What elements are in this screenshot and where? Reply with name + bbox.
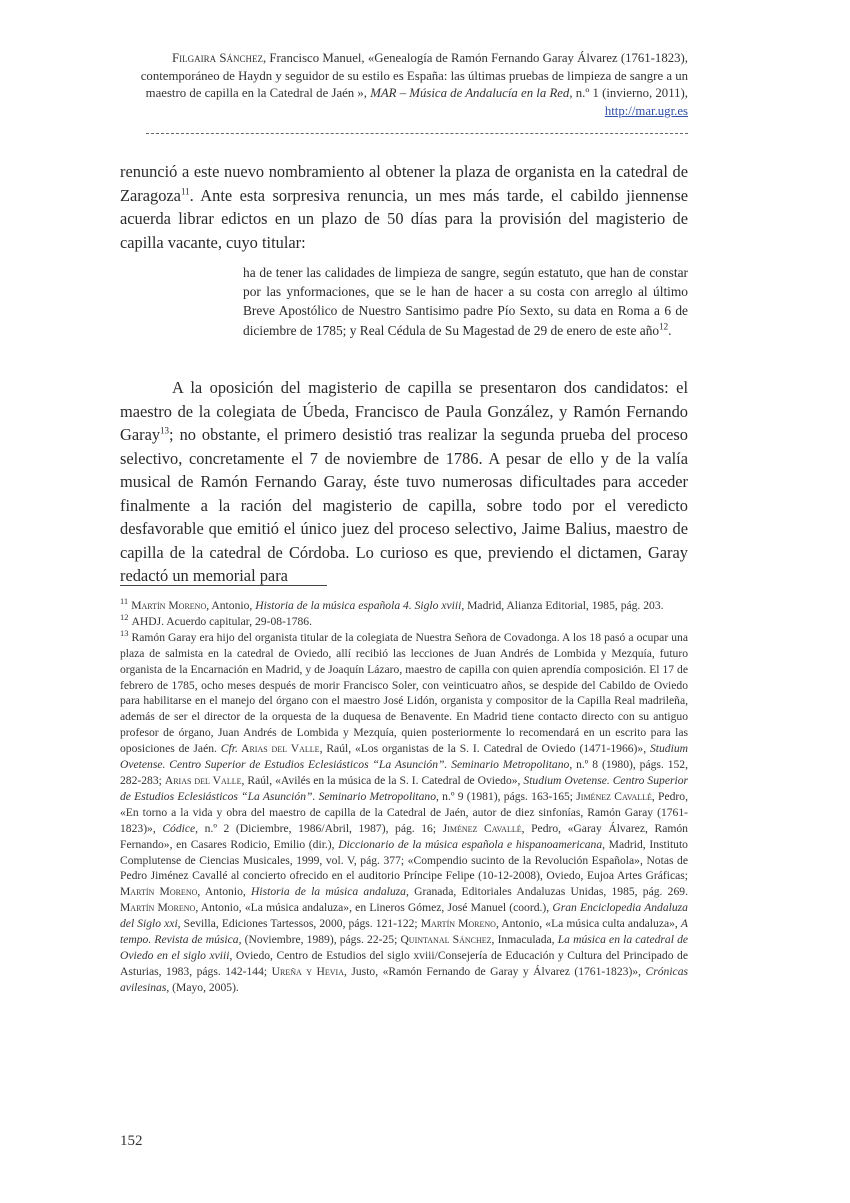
- footnote-title: Crónicas avilesinas: [120, 964, 689, 994]
- footnote-title: Studium Ovetense. Centro Superior de Estudios Eclesiásticos “La Asunción”. Seminario Metropolitano: [120, 742, 688, 772]
- footnote-author: Martín Moreno: [420, 917, 496, 931]
- footnote-author: Martín Moreno: [120, 901, 196, 915]
- footnote-author: Ureña y Hevia: [271, 964, 344, 978]
- footnote-text: , Raúl, «Avilés en la música de la S. I. Catedral de Oviedo»,: [241, 773, 524, 787]
- footnote-author: Jiménez Cavallé: [442, 821, 522, 835]
- footnote-text: , n.º 9 (1981), págs. 163-165;: [436, 789, 577, 803]
- footnote-text: , Pedro, «Garay Álvarez, Ramón Fernando», en Casares Rodicio, Emilio (dir.),: [120, 821, 688, 851]
- footnote-text: , (Noviembre, 1989), págs. 22-25;: [238, 933, 401, 947]
- footnote-text: , Inmaculada,: [491, 933, 558, 947]
- footnote-number: 12: [120, 612, 129, 623]
- quote-end: .: [668, 322, 672, 338]
- footnote-number: 11: [120, 596, 129, 607]
- header-journal: MAR – Música de Andalucía en la Red: [370, 86, 570, 100]
- header-author: Filgaira Sánchez: [172, 51, 263, 65]
- paragraph-text: ; no obstante, el primero desistió tras realizar la segunda prueba del proceso selectivo, concretamente el 7 de noviembre de 1786. A pesar de ello y de la valía musical de Ramón Fernando Garay, éste tuvo numerosas dificultades para acceder finalmente a la ración del magisterio de capilla, sobre todo por el veredicto desfavorable que emitió el único juez del proceso selectivo, Jaime Balius, maestro de capilla de la catedral de Córdoba. Lo curioso es que, previendo el dictamen, Garay redactó un memorial para: [120, 425, 688, 585]
- footnote-text: , Antonio,: [206, 599, 256, 612]
- footnote-author: Arias del Valle: [237, 742, 320, 756]
- footnote-11: [120, 598, 688, 614]
- footnote-ref-13[interactable]: 13: [160, 425, 170, 436]
- footnote-title: Diccionario de la música española e hispanoamericana: [338, 837, 603, 851]
- footnote-text: , Antonio, «La música andaluza», en Lineros Gómez, José Manuel (coord.),: [195, 901, 553, 915]
- footnote-number: 13: [120, 627, 129, 638]
- footnote-12: [120, 614, 688, 630]
- header-issue: , n.º 1 (invierno, 2011),: [569, 86, 688, 100]
- footnote-text: , Raúl, «Los organistas de la S. I. Catedral de Oviedo (1471-1966)»,: [319, 742, 650, 756]
- footnote-title: Historia de la música española 4. Siglo xviii: [255, 599, 462, 612]
- footnote-divider: [120, 585, 327, 586]
- footnote-ref-12[interactable]: 12: [659, 321, 669, 332]
- body-paragraph-2: [120, 376, 688, 588]
- footnote-text: , n.º 8 (1980), págs. 152, 282-283;: [120, 758, 688, 787]
- footnote-text: , n.º 2 (Diciembre, 1986/Abril, 1987), pág. 16;: [195, 821, 443, 835]
- footnote-text: , Antonio,: [197, 885, 252, 899]
- footnotes: [120, 598, 688, 996]
- footnote-title: La música en la catedral de Oviedo en el siglo xviii: [120, 933, 689, 962]
- header-divider: [146, 133, 688, 134]
- footnote-text: , Pedro, «En torno a la vida y obra del maestro de capilla de la Catedral de Jaén, autor de diez sinfonías, Ramón Garay (1761-1823)»,: [120, 789, 688, 835]
- footnote-author: Quintanal Sánchez: [400, 933, 492, 947]
- footnote-text: , (Mayo, 2005).: [166, 980, 239, 994]
- paragraph-text: A la oposición del magisterio de capilla se presentaron dos candidatos: el maestro de la colegiata de Úbeda, Francisco de Paula González, y Ramón Fernando Garay: [120, 378, 688, 444]
- footnote-text: , Antonio, «La música culta andaluza»,: [495, 917, 681, 931]
- footnote-text: , Madrid, Alianza Editorial, 1985, pág. 203.: [461, 599, 664, 612]
- block-quote: [243, 263, 688, 340]
- header-citation-text: , Francisco Manuel, «Genealogía de Ramón Fernando Garay Álvarez (1761-1823), contemporáneo de Haydn y seguidor de su estilo es España: las últimas pruebas de limpieza de sangre a un maestro de capilla en la Catedral de Jaén »,: [140, 51, 688, 100]
- paragraph-text: renunció a este nuevo nombramiento al obtener la plaza de organista en la catedral de Zaragoza: [120, 162, 688, 205]
- footnote-title: A tempo. Revista de música: [120, 917, 688, 947]
- footnote-text: , Madrid, Instituto Complutense de Ciencias Musicales, 1999, vol. V, pág. 377; «Compendio sucinto de la Revolución Española», Notas de Pedro Jiménez Cavallé al concierto ofrecido en el auditorio Príncipe Felipe (10-12-2008), Oviedo, Eujoa Artes Gráficas;: [120, 837, 688, 883]
- footnote-title: Studium Ovetense. Centro Superior de Estudios Eclesiásticos “La Asunción”. Seminario Metropolitano: [120, 773, 689, 803]
- footnote-text: , Justo, «Ramón Fernando de Garay y Álvarez (1761-1823)»,: [343, 964, 646, 978]
- footnote-text: , Sevilla, Ediciones Tartessos, 2000, págs. 121-122;: [177, 917, 421, 931]
- running-header: [118, 50, 688, 120]
- footnote-author: Jiménez Cavallé: [576, 789, 652, 803]
- footnote-text: AHDJ. Acuerdo capitular, 29-08-1786.: [131, 614, 312, 628]
- footnote-title: Historia de la música andaluza: [251, 885, 406, 899]
- quote-text: ha de tener las calidades de limpieza de sangre, según estatuto, que han de constar por las ynformaciones, que se le han de hacer a su costa con arreglo al último Breve Apostólico de Nuestro Santisimo padre Pío Sexto, su data en Roma a 6 de diciembre de 1785; y Real Cédula de Su Magestad de 29 de enero de este año: [243, 265, 688, 338]
- footnote-title: Gran Enciclopedia Andaluza del Siglo xxi: [120, 901, 688, 931]
- paragraph-text: . Ante esta sorpresiva renuncia, un mes más tarde, el cabildo jiennense acuerda librar edictos en un plazo de 50 días para la provisión del magisterio de capilla vacante, cuyo titular:: [120, 185, 688, 252]
- footnote-title: Códice: [162, 821, 196, 835]
- footnote-13: [120, 627, 689, 996]
- footnote-author: Martín Moreno: [131, 599, 207, 612]
- footnote-text: Ramón Garay era hijo del organista titular de la colegiata de Nuestra Señora de Covadonga. A los 18 pasó a ocupar una plaza de salmista en la catedral de Oviedo, allí recibió las lecciones de Juan Andrés de Lombida y Mezquía, futuro organista de la Encarnación en Madrid, y de Joaquín Lázaro, maestro de capilla con quien aprendía composición. El 17 de febrero de 1785, ocho meses después de morir Francisco Soler, con veinticuatro años, se despide del Cabildo de Oviedo para habilitarse en el manejo del órgano con el maestro José Lidón, organista y compositor de la Capilla Real madrileña, además de ser el director de la orquesta de la duquesa de Benavente. En Madrid tiene contacto directo con su antiguo profesor de órgano, Juan Andrés de Lombida y Mezquía, quien posteriormente lo recomendará en un escrito para las oposiciones de Jaén.: [120, 630, 688, 756]
- footnote-text: , Granada, Editoriales Andaluzas Unidas, 1985, pág. 269.: [405, 885, 688, 899]
- page-number: 152: [120, 1133, 143, 1149]
- footnote-author: Arias del Valle: [164, 773, 242, 787]
- footnote-text: , Oviedo, Centro de Estudios del siglo xviii/Consejería de Educación y Cultura del Principado de Asturias, 1983, págs. 142-144;: [120, 948, 688, 978]
- header-url-link[interactable]: http://mar.ugr.es: [604, 103, 688, 118]
- footnote-ref-11[interactable]: 11: [180, 186, 190, 197]
- footnote-author: Martín Moreno: [120, 885, 198, 899]
- body-paragraph-1: [120, 160, 688, 254]
- footnote-cfr: Cfr.: [220, 742, 238, 756]
